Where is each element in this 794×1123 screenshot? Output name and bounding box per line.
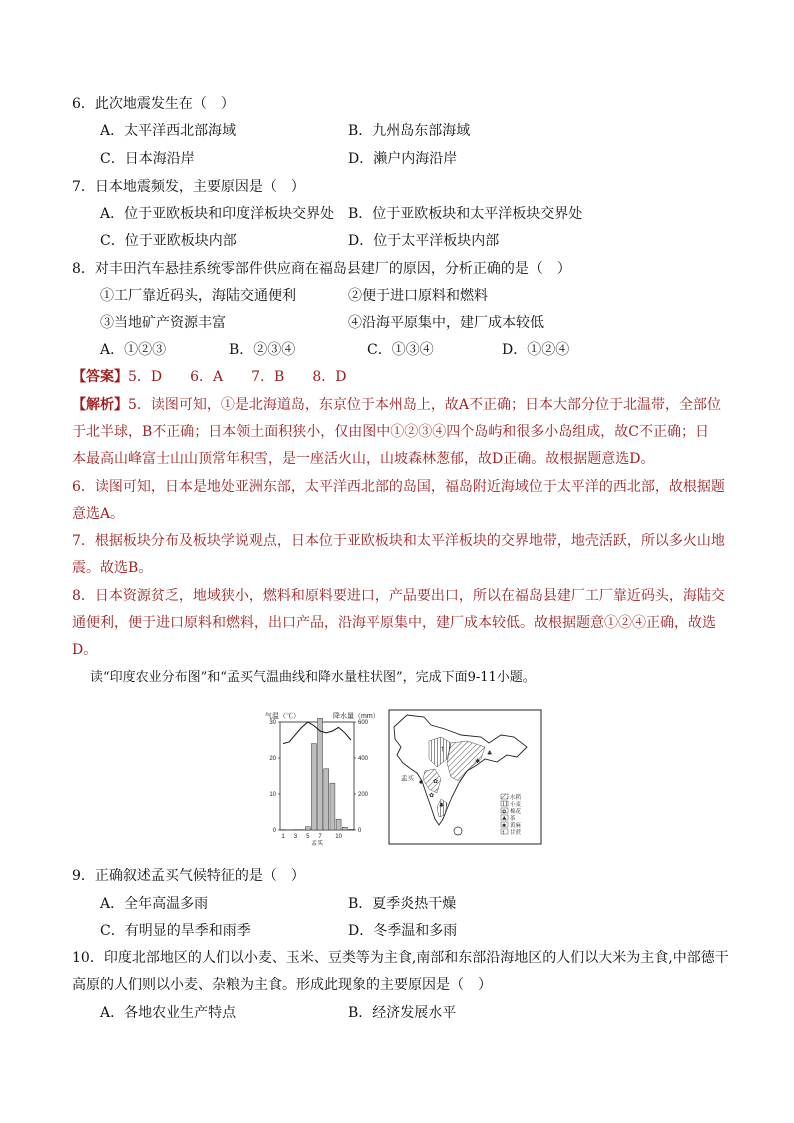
cotton-icon: ✿ [433, 778, 439, 785]
month-tick-label: 5 [306, 834, 310, 840]
temp-tick-label: 10 [269, 792, 276, 798]
analysis-text: 正确，故选 [646, 615, 716, 631]
q7-option-d: D．位于太平洋板块内部 [348, 233, 500, 249]
month-tick-label: 1 [281, 834, 285, 840]
analysis-5-line-1 [72, 395, 721, 415]
q6-option-c: C．日本海沿岸 [100, 151, 195, 167]
precip-bar [348, 829, 353, 830]
precip-bar [311, 744, 316, 830]
sugarcane-icon: † [441, 746, 444, 753]
island-ref: ①②③④ [390, 424, 447, 440]
q10-option-a: A．各地农业生产特点 [100, 1005, 237, 1021]
answer-line [72, 367, 346, 387]
q8-statement-1: ①工厂靠近码头，海陆交通便利 [100, 288, 296, 304]
month-tick-label: 3 [293, 834, 298, 840]
q7-option-c: C．位于亚欧板块内部 [100, 233, 237, 249]
legend-glyph-icon: ♣ [502, 816, 507, 822]
q8-option-c: C．①③④ [367, 342, 434, 358]
analysis-8-line-2 [72, 613, 716, 633]
q7-option-b: B．位于亚欧板块和太平洋板块交界处 [348, 206, 583, 222]
q6-option-a: A．太平洋西北部海域 [100, 123, 237, 139]
q10-option-b: B．经济发展水平 [348, 1005, 457, 1021]
analysis-5-line-2 [72, 422, 709, 442]
analysis-text: 5．读图可知， [128, 397, 221, 413]
legend-label: 甘蔗 [510, 830, 522, 836]
month-tick-label: 10 [335, 834, 342, 840]
q7-stem: 7．日本地震频发，主要原因是（ ） [72, 179, 305, 195]
q9-option-c: C．有明显的旱季和雨季 [100, 923, 251, 939]
precip-bar [318, 718, 323, 830]
precip-axis-label: 降水量（mm） [333, 713, 380, 720]
figure-panel [263, 707, 543, 847]
climograph [265, 711, 380, 847]
legend-label: 水稻 [510, 795, 522, 801]
temp-tick-label: 30 [269, 720, 276, 726]
q8-option-d: D．①②④ [502, 342, 570, 358]
q8-statement-2: ②便于进口原料和燃料 [348, 288, 488, 304]
q7-option-a: A．位于亚欧板块和印度洋板块交界处 [100, 206, 335, 222]
q8-stem: 8．对丰田汽车悬挂系统零部件供应商在福岛县建厂的原因，分析正确的是（ ） [72, 261, 571, 277]
figure-intro: 读“印度农业分布图”和“孟买气温曲线和降水量柱状图”，完成下面9-11小题。 [90, 670, 536, 685]
map-city-label: 孟买 [401, 775, 414, 782]
precip-bar [336, 819, 341, 830]
analysis-text: 四个岛屿和很多小岛组成，故C不正确；日 [446, 424, 710, 440]
precip-bar [305, 827, 310, 830]
legend-label: 茶 [510, 816, 516, 822]
q9-option-b: B．夏季炎热干燥 [348, 896, 457, 912]
q8-statement-3: ③当地矿产资源丰富 [100, 315, 226, 331]
q8-option-b: B．②③④ [229, 342, 296, 358]
plot-frame [280, 722, 354, 830]
q9-option-a: A．全年高温多雨 [100, 896, 209, 912]
analysis-6-line-2: 意选A。 [72, 506, 125, 522]
q6-option-b: B．九州岛东部海域 [348, 123, 471, 139]
q6-option-d: D．濑户内海沿岸 [348, 151, 458, 167]
temperature-curve [283, 722, 351, 744]
legend-glyph-icon: ✱ [502, 823, 507, 829]
precip-tick-label: 600 [358, 720, 369, 726]
analysis-text: 是北海道岛，东京位于本州岛上，故A不正确；日本大部分位于北温带，全部位 [234, 397, 722, 413]
mumbai-dot [419, 780, 422, 783]
analysis-text: 于北半球，B不正确；日本领土面积狭小，仅由图中 [72, 424, 391, 440]
cotton-icon: ✿ [429, 792, 435, 799]
analysis-7-line-1: 7．根据板块分布及板块学说观点，日本位于亚欧板块和太平洋板块的交界地带，地壳活跃，所以多火山地 [72, 533, 725, 549]
legend-glyph-icon: † [502, 830, 505, 836]
analysis-6-line-1: 6．读图可知，日本是地处亚洲东部，太平洋西北部的岛国，福岛附近海域位于太平洋的西北部，故根据题 [72, 479, 725, 495]
legend-glyph-icon: ✿ [502, 809, 507, 815]
jute-icon: ✱ [475, 758, 481, 765]
city-label: 孟买 [311, 841, 324, 847]
q6-stem: 6．此次地震发生在（ ） [72, 96, 235, 112]
answer-ref: ①②④ [604, 615, 646, 631]
precip-bar [330, 783, 335, 830]
q10-stem-line-2: 高原的人们则以小麦、杂粮为主食。形成此现象的主要原因是（ ） [72, 977, 492, 993]
legend-label: 小麦 [510, 802, 522, 808]
q9-stem: 9．正确叙述孟买气候特征的是（ ） [72, 868, 305, 884]
precip-bar [342, 827, 347, 830]
analysis-7-line-2: 震。故选B。 [72, 560, 153, 576]
analysis-5-line-3: 本最高山峰富士山山顶常年积雪，是一座活火山，山坡森林葱郁，故D正确。故根据题意选D。 [72, 451, 655, 467]
q9-option-d: D．冬季温和多雨 [348, 923, 458, 939]
analysis-label: 【解析】 [72, 397, 128, 413]
legend-label: 黄麻 [510, 823, 522, 829]
temp-axis-label: 气温（℃） [265, 713, 300, 720]
q10-stem-line-1: 10．印度北部地区的人们以小麦、玉米、豆类等为主食,南部和东部沿海地区的人们以大米为主食,中部德干 [72, 950, 729, 966]
legend-swatch [501, 794, 508, 799]
sri-lanka [454, 827, 462, 835]
island-ref: ① [220, 397, 235, 413]
temp-tick-label: 20 [269, 756, 276, 762]
q8-statement-4: ④沿海平原集中，建厂成本较低 [348, 315, 544, 331]
q8-option-a: A．①②③ [100, 342, 167, 358]
precip-tick-label: 200 [358, 792, 369, 798]
analysis-8-line-3: D。 [72, 642, 98, 658]
legend-swatch [501, 801, 508, 806]
precip-tick-label: 400 [358, 756, 369, 762]
temp-tick-label: 0 [272, 828, 276, 834]
analysis-8-line-1: 8．日本资源贫乏，地域狭小，燃料和原料要进口，产品要出口，所以在福岛县建厂工厂靠近码头，海陆交 [72, 588, 725, 604]
tea-icon: ♣ [487, 750, 493, 757]
legend-label: 棉花 [510, 809, 522, 815]
precip-tick-label: 0 [358, 828, 362, 834]
analysis-text: 通便利，便于进口原料和燃料，出口产品，沿海平原集中，建厂成本较低。故根据题意 [72, 615, 604, 631]
answer-label: 【答案】 [72, 369, 128, 385]
tea-icon: ♣ [439, 802, 445, 809]
answer-text: 5．D 6．A 7．B 8．D [128, 369, 347, 385]
month-tick-label: 7 [318, 834, 322, 840]
india-agriculture-map [389, 710, 541, 844]
precip-bar [324, 769, 329, 830]
